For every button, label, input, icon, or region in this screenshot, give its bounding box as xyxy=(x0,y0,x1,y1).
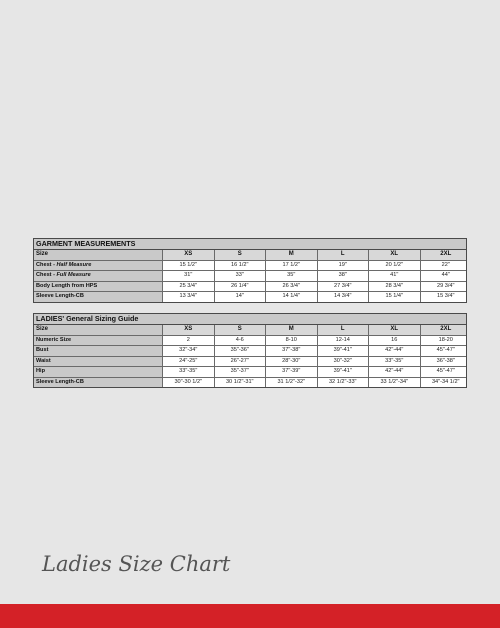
table-row xyxy=(34,291,466,302)
table-cell: 8-10 xyxy=(265,336,317,346)
table-cell: 30"-30 1/2" xyxy=(162,378,214,388)
table-cell: 28 3/4" xyxy=(368,282,420,292)
table-cell: 29 3/4" xyxy=(420,282,472,292)
header-size: XS xyxy=(162,250,214,260)
table-cell: 38" xyxy=(317,271,369,281)
table-row xyxy=(34,335,466,346)
table-row xyxy=(34,345,466,356)
table-row xyxy=(34,377,466,388)
table-row xyxy=(34,356,466,367)
table-cell: 27 3/4" xyxy=(317,282,369,292)
table-cell: 37"-39" xyxy=(265,367,317,377)
table-cell: 18-20 xyxy=(420,336,472,346)
row-label-text: Chest - xyxy=(36,261,57,268)
table-cell: 26"-27" xyxy=(214,357,266,367)
table-cell: 25 3/4" xyxy=(162,282,214,292)
header-size: XS xyxy=(162,325,214,335)
header-size: S xyxy=(214,250,266,260)
table-header-row xyxy=(34,250,466,260)
table-caption: GARMENT MEASUREMENTS xyxy=(34,239,466,250)
header-size: L xyxy=(317,325,369,335)
table-row xyxy=(34,260,466,271)
table-cell: 14 1/4" xyxy=(265,292,317,302)
row-label-text: Body Length from HPS xyxy=(36,282,98,289)
table-cell: 41" xyxy=(368,271,420,281)
row-label xyxy=(34,346,162,356)
header-size: XL xyxy=(368,250,420,260)
row-label xyxy=(34,336,162,346)
table-cell: 20 1/2" xyxy=(368,261,420,271)
table-cell: 35"-37" xyxy=(214,367,266,377)
table-cell: 16 1/2" xyxy=(214,261,266,271)
table-row xyxy=(34,366,466,377)
row-label-text: Bust xyxy=(36,347,49,353)
header-size: 2XL xyxy=(420,325,472,335)
table-cell: 24"-25" xyxy=(162,357,214,367)
table-cell: 14 3/4" xyxy=(317,292,369,302)
row-label-text: Hip xyxy=(36,368,46,374)
row-label xyxy=(34,271,162,281)
header-label: Size xyxy=(34,250,162,260)
table-row xyxy=(34,270,466,281)
table-cell: 35" xyxy=(265,271,317,281)
row-label-qualifier: Full Measure xyxy=(56,272,91,278)
row-label xyxy=(34,261,162,271)
table-cell: 44" xyxy=(420,271,472,281)
row-label xyxy=(34,367,162,377)
row-label xyxy=(34,292,162,302)
table-cell: 33 1/2"-34" xyxy=(368,378,420,388)
header-size: S xyxy=(214,325,266,335)
table-cell: 30"-32" xyxy=(317,357,369,367)
table-cell: 17 1/2" xyxy=(265,261,317,271)
row-label-text: Waist xyxy=(36,357,51,364)
table-cell: 39"-41" xyxy=(317,367,369,377)
header-size: M xyxy=(265,250,317,260)
table-cell: 33"-35" xyxy=(162,367,214,377)
row-label xyxy=(34,357,162,367)
table-cell: 26 1/4" xyxy=(214,282,266,292)
table-cell: 26 3/4" xyxy=(265,282,317,292)
page-title: Ladies Size Chart xyxy=(42,552,231,576)
table-cell: 45"-47" xyxy=(420,346,472,356)
row-label-text: Sleeve Length-CB xyxy=(36,378,84,385)
row-label-text: Numeric Size xyxy=(36,336,72,343)
table-cell: 19" xyxy=(317,261,369,271)
table-cell: 15 1/2" xyxy=(162,261,214,271)
table-cell: 31 1/2"-32" xyxy=(265,378,317,388)
table-cell: 30 1/2"-31" xyxy=(214,378,266,388)
header-size: 2XL xyxy=(420,250,472,260)
ladies-sizing-guide-table xyxy=(33,313,467,388)
table-cell: 31" xyxy=(162,271,214,281)
table-cell: 2 xyxy=(162,336,214,346)
table-cell: 32"-34" xyxy=(162,346,214,356)
header-size: XL xyxy=(368,325,420,335)
row-label xyxy=(34,282,162,292)
table-cell: 36"-38" xyxy=(420,357,472,367)
footer-accent-bar xyxy=(0,604,500,628)
table-cell: 16 xyxy=(368,336,420,346)
table-cell: 34"-34 1/2" xyxy=(420,378,472,388)
table-cell: 32 1/2"-33" xyxy=(317,378,369,388)
table-cell: 45"-47" xyxy=(420,367,472,377)
table-cell: 12-14 xyxy=(317,336,369,346)
table-cell: 42"-44" xyxy=(368,346,420,356)
header-size: L xyxy=(317,250,369,260)
table-cell: 42"-44" xyxy=(368,367,420,377)
table-cell: 33" xyxy=(214,271,266,281)
table-header-row xyxy=(34,325,466,335)
garment-measurements-table xyxy=(33,238,467,303)
row-label-text: Chest - xyxy=(36,272,57,278)
header-size: M xyxy=(265,325,317,335)
table-cell: 4-6 xyxy=(214,336,266,346)
table-cell: 37"-38" xyxy=(265,346,317,356)
table-cell: 14" xyxy=(214,292,266,302)
table-cell: 33"-35" xyxy=(368,357,420,367)
table-cell: 13 3/4" xyxy=(162,292,214,302)
table-cell: 22" xyxy=(420,261,472,271)
row-label xyxy=(34,378,162,388)
header-label: Size xyxy=(34,325,162,335)
row-label-qualifier: Half Measure xyxy=(56,261,92,268)
table-cell: 28"-30" xyxy=(265,357,317,367)
table-cell: 35"-36" xyxy=(214,346,266,356)
table-cell: 15 1/4" xyxy=(368,292,420,302)
table-caption: LADIES' General Sizing Guide xyxy=(34,314,466,325)
row-label-text: Sleeve Length-CB xyxy=(36,293,84,299)
table-cell: 15 3/4" xyxy=(420,292,472,302)
table-cell: 39"-41" xyxy=(317,346,369,356)
table-row xyxy=(34,281,466,292)
